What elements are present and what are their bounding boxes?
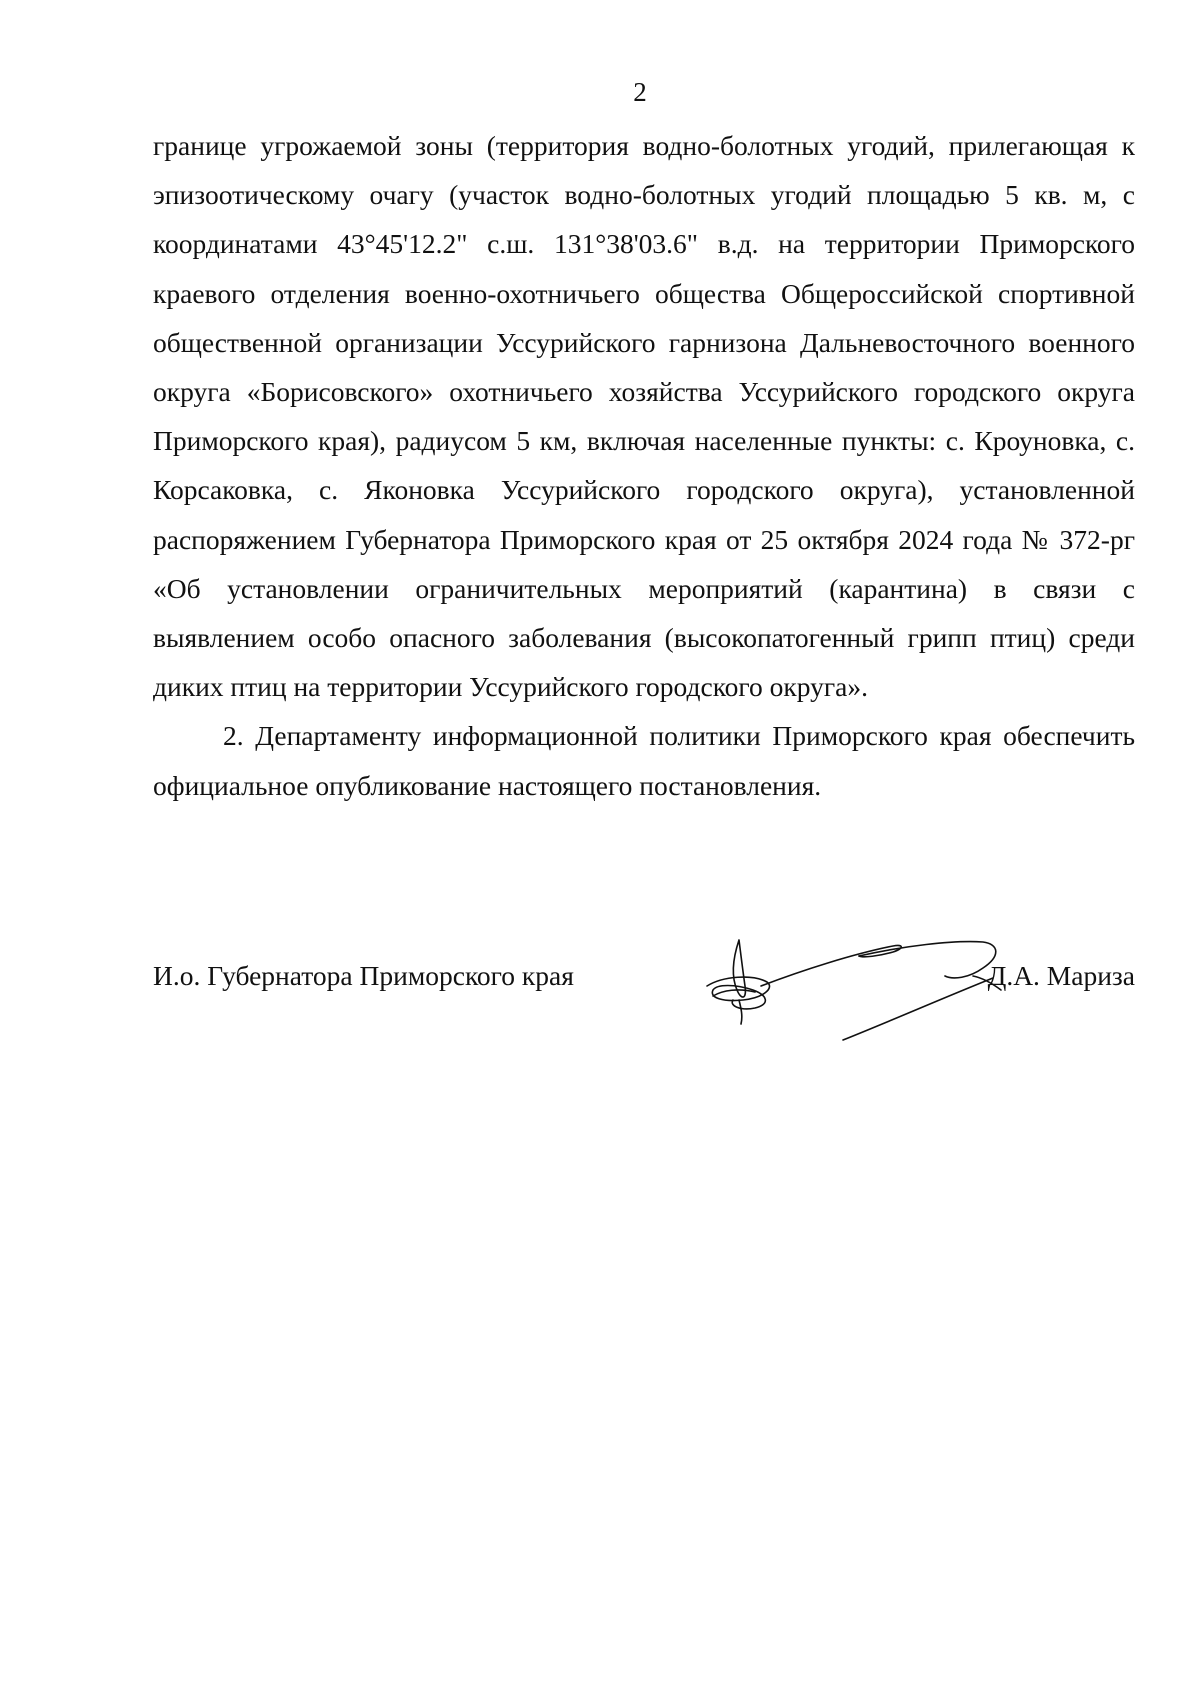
handwritten-signature xyxy=(683,928,1023,1063)
document-body xyxy=(153,121,1135,810)
signer-title: И.о. Губернатора Приморского края xyxy=(153,960,574,991)
paragraph-continuation: границе угрожаемой зоны (территория водно-болотных угодий, прилегающая к эпизоотическому очагу (участок водно-болотных угодий площадью 5 кв. м, с координатами 43°45'12.2" с.ш. 131°38'03.6" в.д. на территории Приморского краевого отделения военно-охотничьего общества Общероссийской спортивной общественной организации Уссурийского гарнизона Дальневосточного военного округа «Борисовского» охотничьего хозяйства Уссурийского городского округа Приморского края), радиусом 5 км, включая населенные пункты: с. Кроуновка, с. Корсаковка, с. Яконовка Уссурийского городского округа), установленной распоряжением Губернатора Приморского края от 25 октября 2024 года № 372-рг «Об установлении ограничительных мероприятий (карантина) в связи с выявлением особо опасного заболевания (высокопатогенный грипп птиц) среди диких птиц на территории Уссурийского городского округа». xyxy=(153,130,1135,703)
signer-name: Д.А. Мариза xyxy=(987,960,1135,991)
signature-block xyxy=(153,960,1135,1050)
paragraph-item-2: 2. Департаменту информационной политики Приморского края обеспечить официальное опубликование настоящего постановления. xyxy=(153,720,1135,801)
page-number: 2 xyxy=(633,77,647,107)
